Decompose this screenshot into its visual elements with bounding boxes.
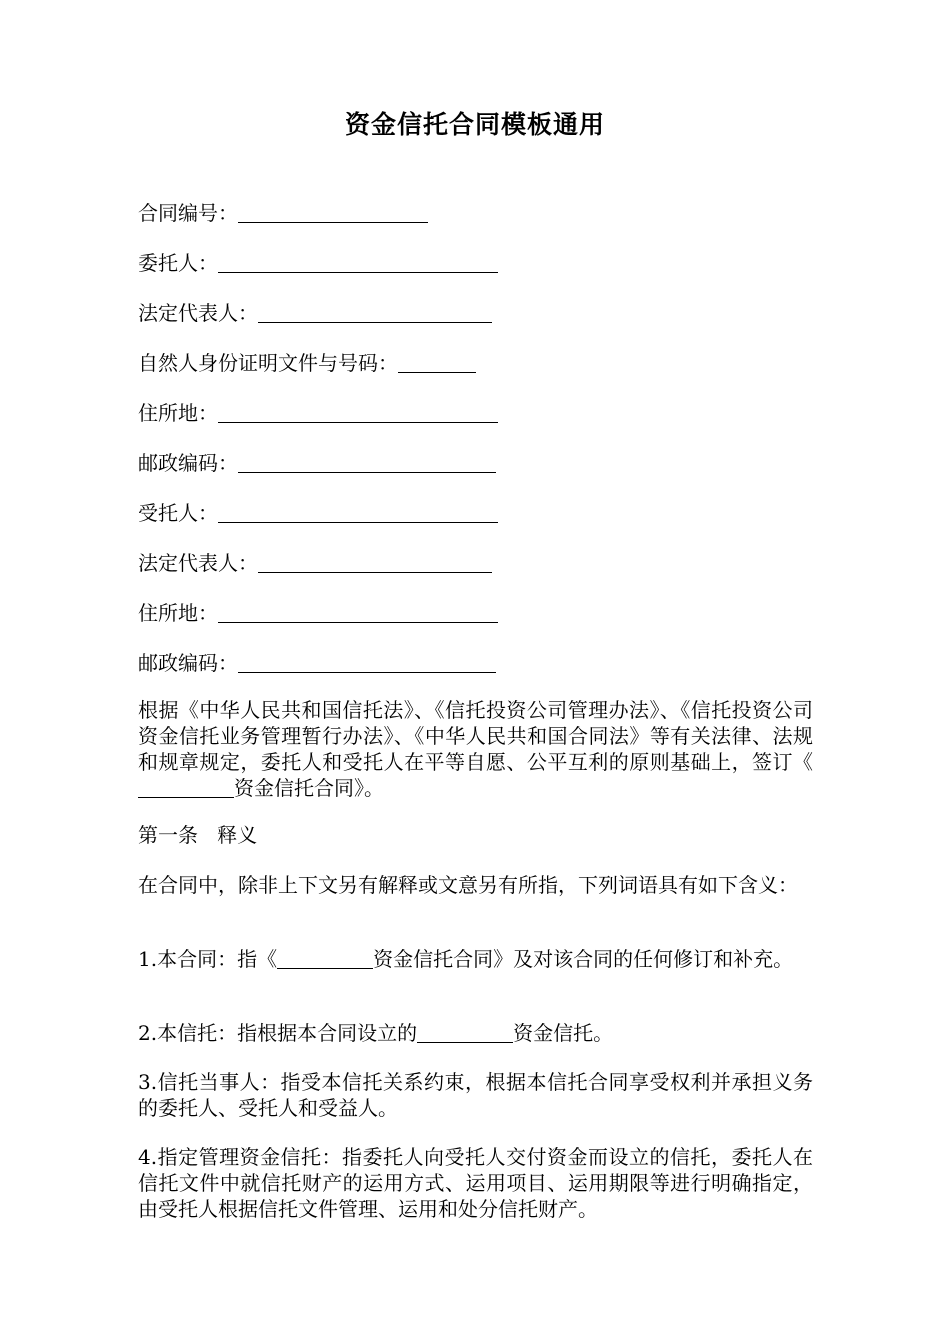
trustor-label: 委托人：	[138, 251, 218, 275]
trustor-postcode-field	[138, 448, 496, 478]
article-1-heading: 第一条 释义	[138, 823, 258, 847]
definition-item-2	[138, 1020, 813, 1046]
definition-item-1-before: 1.本合同：指《	[138, 947, 278, 971]
trustee-address-blank[interactable]	[218, 600, 498, 623]
preamble-contract-name-blank[interactable]	[138, 777, 234, 798]
trustee-legal-rep-label: 法定代表人：	[138, 551, 258, 575]
trustee-address-label: 住所地：	[138, 601, 218, 625]
definition-item-2-after: 资金信托。	[513, 1021, 614, 1045]
definition-item-3: 3.信托当事人：指受本信托关系约束，根据本信托合同享受权利并承担义务的委托人、受托人和受益人。	[138, 1070, 813, 1120]
contract-number-label: 合同编号：	[138, 201, 238, 225]
contract-number-field	[138, 198, 428, 228]
natural-person-id-blank[interactable]	[398, 350, 476, 373]
trustee-postcode-blank[interactable]	[238, 650, 496, 673]
preamble-text-before: 根据《中华人民共和国信托法》、《信托投资公司管理办法》、《信托投资公司资金信托业务管理暂行办法》、《中华人民共和国合同法》等有关法律、法规和规章规定，委托人和受托人在平等自愿、公平互利的原则基础上，签订《	[138, 698, 813, 774]
trustor-address-field	[138, 398, 498, 428]
document-title: 资金信托合同模板通用	[344, 110, 605, 139]
trustee-label: 受托人：	[138, 501, 218, 525]
trustee-legal-rep-blank[interactable]	[258, 550, 492, 573]
article-1-intro: 在合同中，除非上下文另有解释或文意另有所指，下列词语具有如下含义：	[138, 873, 798, 897]
preamble-paragraph	[138, 697, 813, 801]
trustee-postcode-label: 邮政编码：	[138, 651, 238, 675]
trustor-field	[138, 248, 498, 278]
trustee-postcode-field	[138, 648, 496, 678]
trustor-address-label: 住所地：	[138, 401, 218, 425]
trustee-legal-rep-field	[138, 548, 492, 578]
definition-item-1-after: 资金信托合同》及对该合同的任何修订和补充。	[373, 947, 794, 971]
natural-person-id-field	[138, 348, 476, 378]
trustor-postcode-blank[interactable]	[238, 450, 496, 473]
definition-item-1	[138, 946, 813, 972]
trustee-blank[interactable]	[218, 500, 498, 523]
trustor-postcode-label: 邮政编码：	[138, 451, 238, 475]
trustor-legal-rep-label: 法定代表人：	[138, 301, 258, 325]
trustor-address-blank[interactable]	[218, 400, 498, 423]
definition-item-2-before: 2.本信托：指根据本合同设立的	[138, 1021, 418, 1045]
trustee-address-field	[138, 598, 498, 628]
trustor-legal-rep-field	[138, 298, 492, 328]
trustor-legal-rep-blank[interactable]	[258, 300, 492, 323]
preamble-text-after: 资金信托合同》。	[234, 776, 384, 800]
trustee-field	[138, 498, 498, 528]
definition-item-2-blank[interactable]	[417, 1022, 513, 1043]
trustor-blank[interactable]	[218, 250, 498, 273]
contract-number-blank[interactable]	[238, 200, 428, 223]
natural-person-id-label: 自然人身份证明文件与号码：	[138, 351, 398, 375]
definition-item-1-blank[interactable]	[277, 948, 373, 969]
definition-item-4: 4.指定管理资金信托：指委托人向受托人交付资金而设立的信托，委托人在信托文件中就信托财产的运用方式、运用项目、运用期限等进行明确指定，由受托人根据信托文件管理、运用和处分信托财产。	[138, 1145, 813, 1221]
